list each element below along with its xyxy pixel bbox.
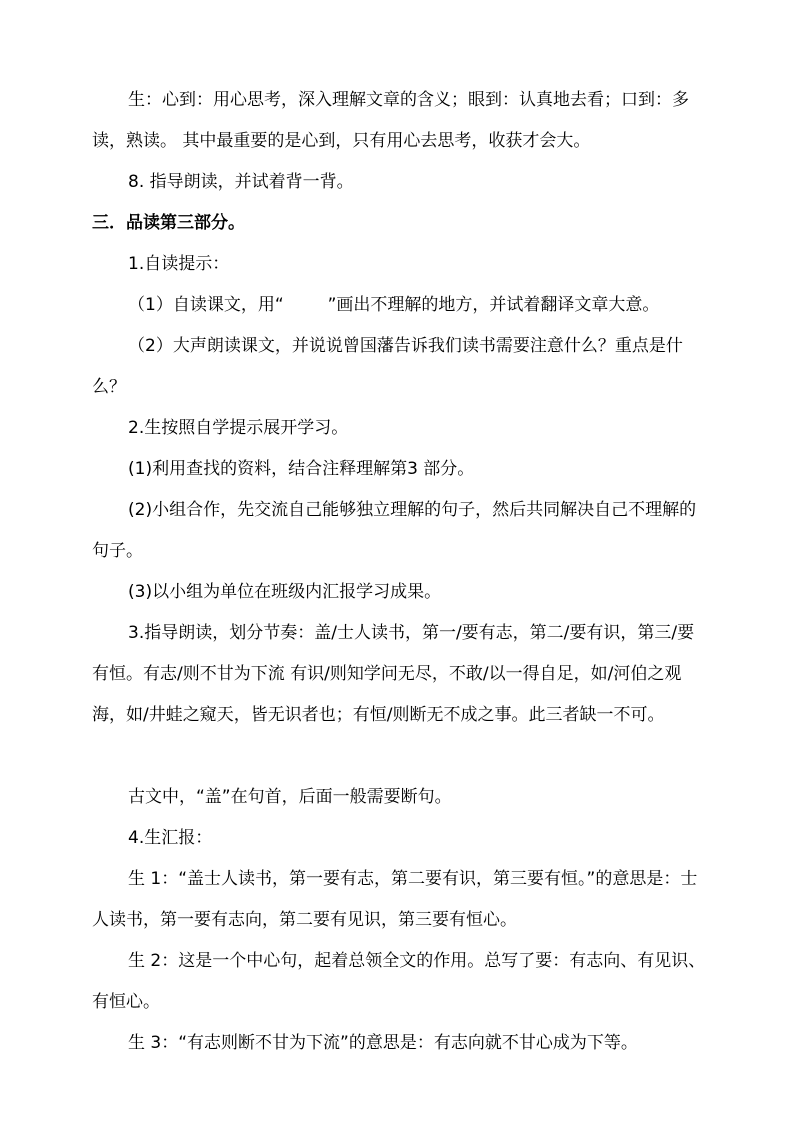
section-heading-part-three: 三．品读第三部分。 [92,213,245,233]
paragraph-student-three: 生 3：“有志则断不甘为下流”的意思是：有志向就不甘心成为下等。 [128,1033,638,1053]
tip-one-part-a: （1）自读课文，用“ [128,295,284,315]
paragraph-guide-reading: 8. 指导朗读，并试着背一背。 [128,172,354,192]
tip-one-part-b: ”画出不理解的地方，并试着翻译文章大意。 [327,295,660,315]
paragraph-classical-note: 古文中，“盖”在句首，后面一般需要断句。 [128,787,452,807]
paragraph-tip-two: （2）大声朗读课文，并说说曾国藩告诉我们读书需要注意什么？重点是什么？ [92,336,683,397]
paragraph-student-study: 2.生按照自学提示展开学习。 [128,418,349,438]
paragraph-step-one: (1)利用查找的资料，结合注释理解第3 部分。 [128,459,475,479]
paragraph-tip-one [92,285,710,326]
paragraph-self-read-tips: 1.自读提示： [128,254,230,274]
paragraph-step-three: (3)以小组为单位在班级内汇报学习成果。 [128,582,442,602]
paragraph-student-answer-heart: 生：心到：用心思考，深入理解文章的含义；眼到：认真地去看；口到：多读，熟读。 其中最重要的是心到，只有用心去思考，收获才会大。 [92,90,689,151]
paragraph-student-two: 生 2：这是一个中心句，起着总领全文的作用。总写了要：有志向、有见识、有恒心。 [92,951,706,1012]
paragraph-student-report: 4.生汇报： [128,828,213,848]
paragraph-rhythm-guide: 3.指导朗读，划分节奏：盖/士人读书，第一/要有志，第二/要有识，第三/要有恒。有志/则不甘为下流 有识/则知学问无尽，不敢/以一得自足，如/河伯之观海，如/井蛙之窥天，皆无识者也；有恒/则断无不成之事。此三者缺一不可。 [92,623,695,725]
paragraph-student-one: 生 1：“盖士人读书，第一要有志，第二要有识，第三要有恒。”的意思是：士人读书，第一要有志向，第二要有见识，第三要有恒心。 [92,869,698,930]
paragraph-step-two: (2)小组合作，先交流自己能够独立理解的句子，然后共同解决自己不理解的句子。 [92,500,697,561]
